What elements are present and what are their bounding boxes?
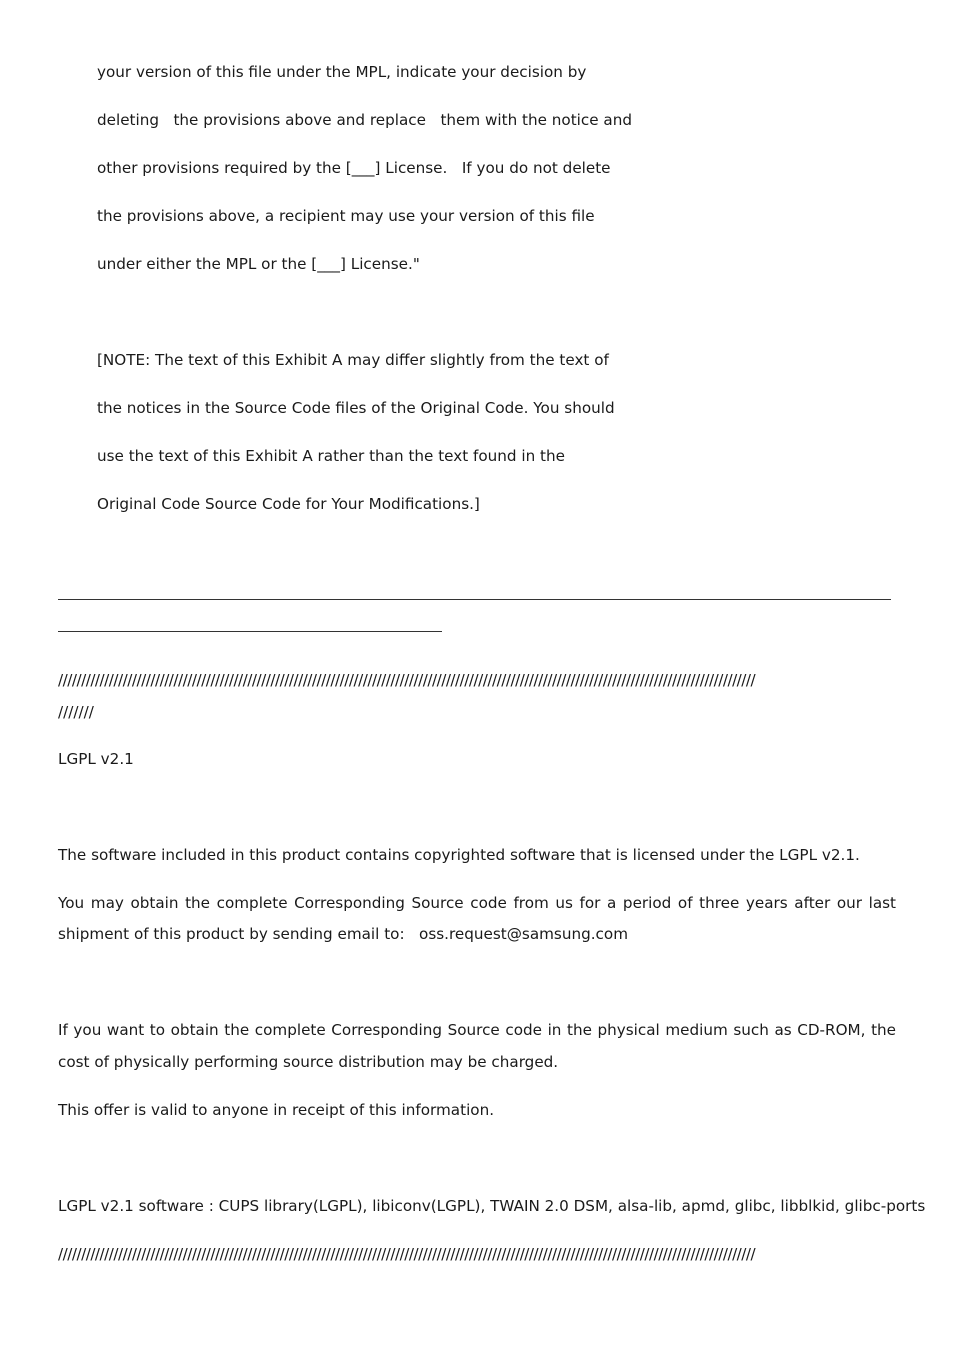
lgpl-physical-line: If you want to obtain the complete Corresponding Source code in the physical medium such as CD-ROM, the (58, 1021, 896, 1039)
slash-separator-footer: /////////////////////////////////////////////////////////////////////////////////////////////////////////////////////////////////////////////////////// (58, 1245, 756, 1263)
exhibit-notice-line: under either the MPL or the [___] License." (97, 255, 420, 273)
exhibit-note-line: [NOTE: The text of this Exhibit A may differ slightly from the text of (97, 351, 609, 369)
slash-separator: /////////////////////////////////////////////////////////////////////////////////////////////////////////////////////////////////////////////////////// (58, 671, 756, 689)
horizontal-rule-short (58, 631, 442, 632)
exhibit-note-line: use the text of this Exhibit A rather than the text found in the (97, 447, 565, 465)
lgpl-physical-line: cost of physically performing source distribution may be charged. (58, 1053, 559, 1071)
exhibit-note-line: the notices in the Source Code files of the Original Code. You should (97, 399, 615, 417)
lgpl-obtain-line: shipment of this product by sending email to: oss.request@samsung.com (58, 925, 628, 943)
exhibit-notice-line: your version of this file under the MPL, indicate your decision by (97, 63, 587, 81)
lgpl-offer: This offer is valid to anyone in receipt of this information. (58, 1101, 495, 1119)
horizontal-rule (58, 599, 891, 600)
section-heading: LGPL v2.1 (58, 750, 134, 768)
lgpl-software-list: LGPL v2.1 software : CUPS library(LGPL), libiconv(LGPL), TWAIN 2.0 DSM, alsa-lib, apmd, glibc, libblkid, glibc-ports (58, 1197, 926, 1215)
lgpl-intro: The software included in this product contains copyrighted software that is licensed under the LGPL v2.1. (58, 846, 860, 864)
slash-separator-tail: /////// (58, 703, 94, 721)
exhibit-notice-line: the provisions above, a recipient may use your version of this file (97, 207, 595, 225)
exhibit-notice-line: other provisions required by the [___] License. If you do not delete (97, 159, 611, 177)
lgpl-obtain-line: You may obtain the complete Corresponding Source code from us for a period of three years after our last (58, 894, 896, 912)
exhibit-notice-line: deleting the provisions above and replace them with the notice and (97, 111, 632, 129)
exhibit-note-line: Original Code Source Code for Your Modifications.] (97, 495, 480, 513)
